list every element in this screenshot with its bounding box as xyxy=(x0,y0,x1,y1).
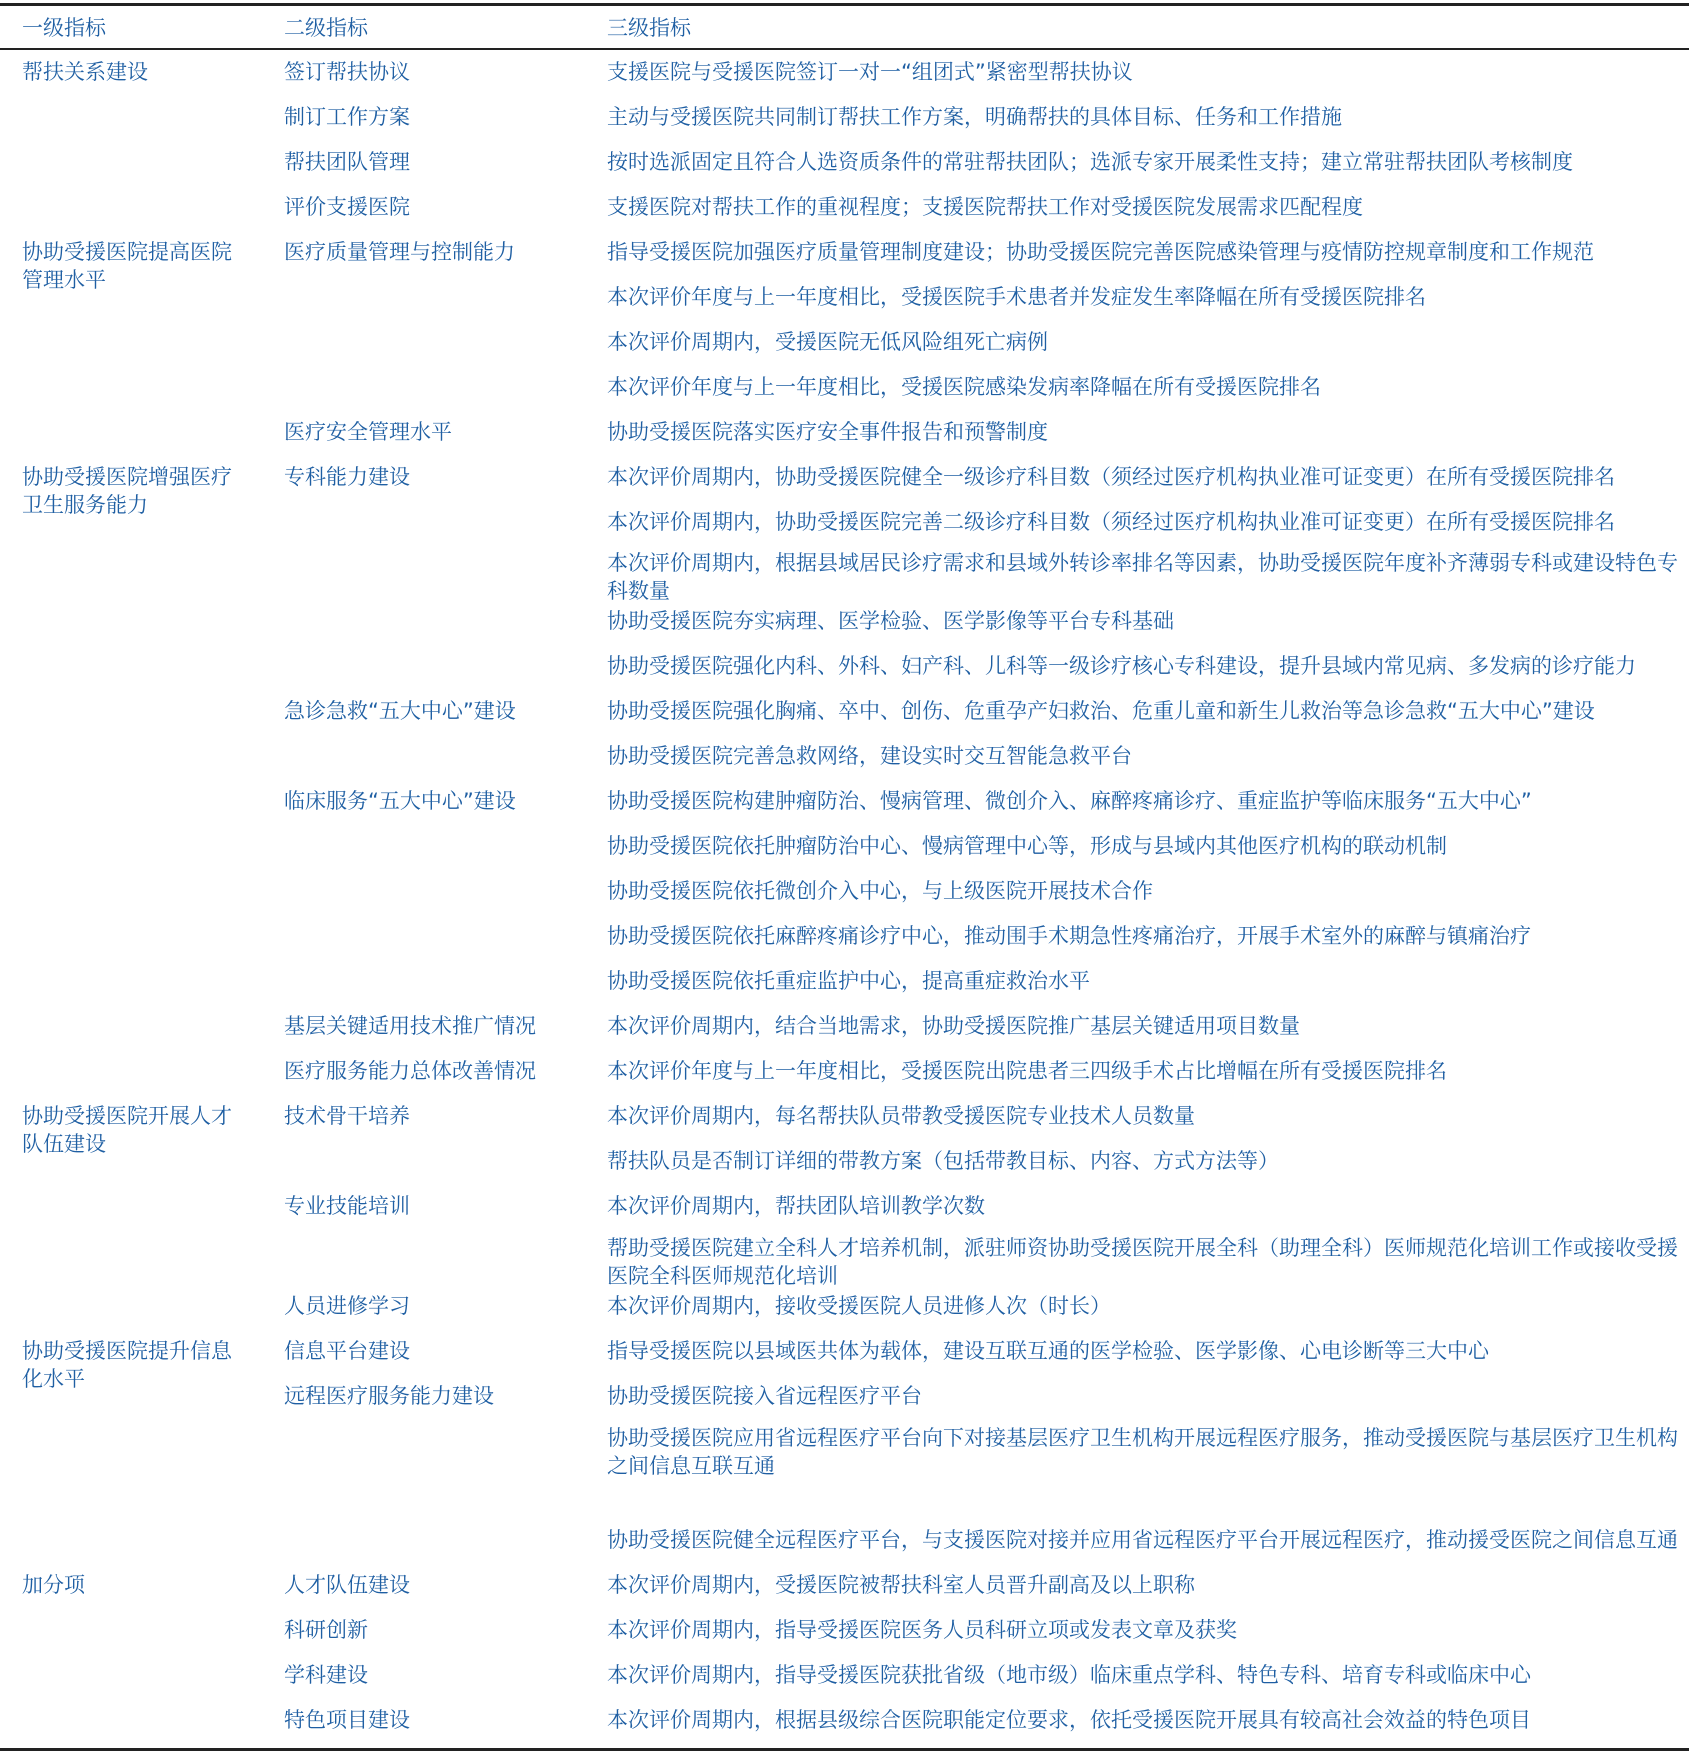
level3-cell: 本次评价周期内，帮扶团队培训教学次数 xyxy=(607,1194,985,1218)
level2-cell: 制订工作方案 xyxy=(284,105,410,129)
level3-cell: 本次评价年度与上一年度相比，受援医院出院患者三四级手术占比增幅在所有受援医院排名 xyxy=(607,1059,1447,1083)
level3-cell: 支援医院与受援医院签订一对一“组团式”紧密型帮扶协议 xyxy=(607,60,1133,84)
level2-cell: 帮扶团队管理 xyxy=(284,150,410,174)
level2-cell: 专科能力建设 xyxy=(284,465,410,489)
header-level2: 二级指标 xyxy=(284,16,368,40)
level3-cell: 帮助受援医院建立全科人才培养机制，派驻师资协助受援医院开展全科（助理全科）医师规范化培训工作或接收受援医院全科医师规范化培训 xyxy=(607,1236,1678,1288)
level3-cell: 协助受援医院依托重症监护中心，提高重症救治水平 xyxy=(607,969,1090,993)
level2-cell: 技术骨干培养 xyxy=(284,1104,410,1128)
header-level1: 一级指标 xyxy=(22,16,106,40)
level2-cell: 特色项目建设 xyxy=(284,1708,410,1732)
level1-cell: 协助受援医院开展人才队伍建设 xyxy=(22,1104,232,1156)
level3-cell: 本次评价周期内，协助受援医院完善二级诊疗科目数（须经过医疗机构执业准可证变更）在所有受援医院排名 xyxy=(607,510,1615,534)
level1-cell: 协助受援医院提升信息化水平 xyxy=(22,1339,232,1391)
level3-cell: 协助受援医院构建肿瘤防治、慢病管理、微创介入、麻醉疼痛诊疗、重症监护等临床服务“五大中心” xyxy=(607,789,1532,813)
level2-cell: 专业技能培训 xyxy=(284,1194,410,1218)
level2-cell: 基层关键适用技术推广情况 xyxy=(284,1014,536,1038)
level1-cell: 加分项 xyxy=(22,1573,85,1597)
level3-cell: 支援医院对帮扶工作的重视程度；支援医院帮扶工作对受援医院发展需求匹配程度 xyxy=(607,195,1363,219)
table-header-rule xyxy=(0,48,1689,50)
level3-cell: 本次评价周期内，协助受援医院健全一级诊疗科目数（须经过医疗机构执业准可证变更）在所有受援医院排名 xyxy=(607,465,1615,489)
level2-cell: 科研创新 xyxy=(284,1618,368,1642)
level3-cell: 协助受援医院落实医疗安全事件报告和预警制度 xyxy=(607,420,1048,444)
level2-cell: 学科建设 xyxy=(284,1663,368,1687)
level3-cell: 本次评价年度与上一年度相比，受援医院手术患者并发症发生率降幅在所有受援医院排名 xyxy=(607,285,1426,309)
level3-cell: 协助受援医院完善急救网络，建设实时交互智能急救平台 xyxy=(607,744,1132,768)
level3-cell: 协助受援医院接入省远程医疗平台 xyxy=(607,1384,922,1408)
table-bottom-rule xyxy=(0,1748,1689,1751)
level2-cell: 签订帮扶协议 xyxy=(284,60,410,84)
level2-cell: 医疗服务能力总体改善情况 xyxy=(284,1059,536,1083)
level3-cell: 协助受援医院依托微创介入中心，与上级医院开展技术合作 xyxy=(607,879,1153,903)
level2-cell: 人员进修学习 xyxy=(284,1294,410,1318)
level2-cell: 医疗安全管理水平 xyxy=(284,420,452,444)
level1-cell: 协助受援医院增强医疗卫生服务能力 xyxy=(22,465,232,517)
level3-cell: 本次评价周期内，指导受援医院医务人员科研立项或发表文章及获奖 xyxy=(607,1618,1237,1642)
level3-cell: 协助受援医院强化内科、外科、妇产科、儿科等一级诊疗核心专科建设，提升县域内常见病、多发病的诊疗能力 xyxy=(607,654,1636,678)
level1-cell: 协助受援医院提高医院管理水平 xyxy=(22,240,232,292)
level2-cell: 临床服务“五大中心”建设 xyxy=(284,789,516,813)
table-header-row xyxy=(0,10,1689,46)
header-level3: 三级指标 xyxy=(607,16,691,40)
level3-cell: 协助受援医院依托肿瘤防治中心、慢病管理中心等，形成与县域内其他医疗机构的联动机制 xyxy=(607,834,1447,858)
level3-cell: 协助受援医院健全远程医疗平台，与支援医院对接并应用省远程医疗平台开展远程医疗，推动援受医院之间信息互通 xyxy=(607,1528,1678,1552)
level2-cell: 人才队伍建设 xyxy=(284,1573,410,1597)
level3-cell: 本次评价周期内，受援医院无低风险组死亡病例 xyxy=(607,330,1048,354)
level3-cell: 本次评价周期内，每名帮扶队员带教受援医院专业技术人员数量 xyxy=(607,1104,1195,1128)
level3-cell: 本次评价周期内，根据县域居民诊疗需求和县域外转诊率排名等因素，协助受援医院年度补齐薄弱专科或建设特色专科数量 xyxy=(607,551,1678,603)
level2-cell: 信息平台建设 xyxy=(284,1339,410,1363)
level3-cell: 帮扶队员是否制订详细的带教方案（包括带教目标、内容、方式方法等） xyxy=(607,1149,1279,1173)
level3-cell: 协助受援医院应用省远程医疗平台向下对接基层医疗卫生机构开展远程医疗服务，推动受援医院与基层医疗卫生机构之间信息互联互通 xyxy=(607,1426,1678,1478)
level3-cell: 协助受援医院依托麻醉疼痛诊疗中心，推动围手术期急性疼痛治疗，开展手术室外的麻醉与镇痛治疗 xyxy=(607,924,1531,948)
level3-cell: 按时选派固定且符合人选资质条件的常驻帮扶团队；选派专家开展柔性支持；建立常驻帮扶团队考核制度 xyxy=(607,150,1573,174)
level3-cell: 本次评价周期内，受援医院被帮扶科室人员晋升副高及以上职称 xyxy=(607,1573,1195,1597)
level1-cell: 帮扶关系建设 xyxy=(22,60,148,84)
level3-cell: 指导受援医院加强医疗质量管理制度建设；协助受援医院完善医院感染管理与疫情防控规章制度和工作规范 xyxy=(607,240,1594,264)
level3-cell: 本次评价周期内，根据县级综合医院职能定位要求，依托受援医院开展具有较高社会效益的特色项目 xyxy=(607,1708,1531,1732)
level3-cell: 协助受援医院强化胸痛、卒中、创伤、危重孕产妇救治、危重儿童和新生儿救治等急诊急救“五大中心”建设 xyxy=(607,699,1595,723)
level3-cell: 本次评价周期内，指导受援医院获批省级（地市级）临床重点学科、特色专科、培育专科或临床中心 xyxy=(607,1663,1531,1687)
level3-cell: 指导受援医院以县域医共体为载体，建设互联互通的医学检验、医学影像、心电诊断等三大中心 xyxy=(607,1339,1489,1363)
level3-cell: 主动与受援医院共同制订帮扶工作方案，明确帮扶的具体目标、任务和工作措施 xyxy=(607,105,1342,129)
level2-cell: 远程医疗服务能力建设 xyxy=(284,1384,494,1408)
level3-cell: 协助受援医院夯实病理、医学检验、医学影像等平台专科基础 xyxy=(607,609,1174,633)
level2-cell: 医疗质量管理与控制能力 xyxy=(284,240,515,264)
level2-cell: 急诊急救“五大中心”建设 xyxy=(284,699,516,723)
level3-cell: 本次评价周期内，结合当地需求，协助受援医院推广基层关键适用项目数量 xyxy=(607,1014,1300,1038)
level2-cell: 评价支援医院 xyxy=(284,195,410,219)
level3-cell: 本次评价周期内，接收受援医院人员进修人次（时长） xyxy=(607,1294,1111,1318)
table-top-rule xyxy=(0,3,1689,6)
level3-cell: 本次评价年度与上一年度相比，受援医院感染发病率降幅在所有受援医院排名 xyxy=(607,375,1321,399)
